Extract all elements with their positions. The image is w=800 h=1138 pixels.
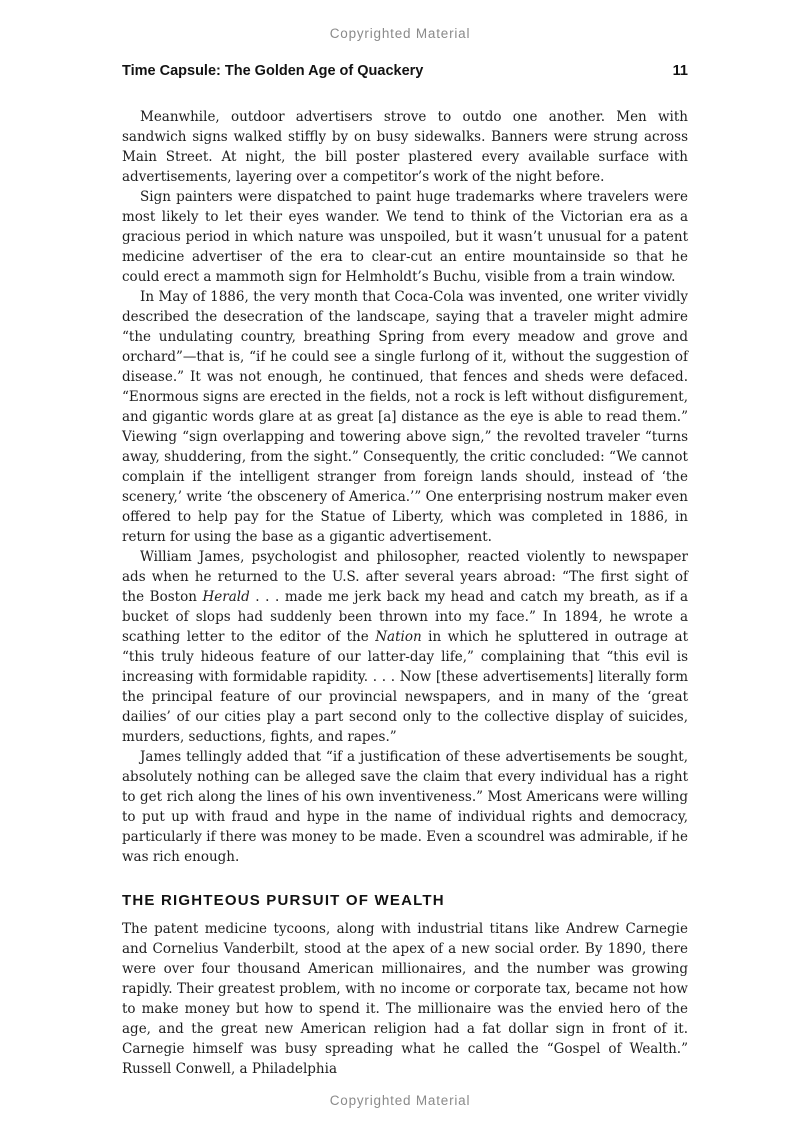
- text-run: The patent medicine tycoons, along with industrial titans like Andrew Carnegie and Cornelius Vanderbilt, stood at the apex of a new social order. By 1890, there were over four thousand American millionaires, and the number was growing rapidly. Their greatest problem, with no income or corporate tax, became not how to make money but how to spend it. The millionaire was the envied hero of the age, and the great new American religion had a fat dollar sign in front of it. Carnegie himself was busy spreading what he called the “Gospel of Wealth.” Russell Conwell, a Philadelphia: [122, 921, 688, 1077]
- text-run: Meanwhile, outdoor advertisers strove to outdo one another. Men with sandwich signs walked stiffly by on busy sidewalks. Banners were strung across Main Street. At night, the bill poster plastered every available surface with advertisements, layering over a competitor’s work of the night before.: [122, 109, 688, 185]
- text-run: . . . made me jerk back my head and catch my breath, as if a bucket of slops had suddenly been thrown into my face.” In 1894, he wrote a scathing letter to the editor of the: [122, 589, 688, 645]
- paragraph: [122, 107, 688, 187]
- paragraph: [122, 287, 688, 547]
- copyright-watermark-top: Copyrighted Material: [329, 26, 471, 41]
- italic-text-run: Nation: [375, 629, 422, 645]
- text-run: In May of 1886, the very month that Coca-Cola was invented, one writer vividly described the desecration of the landscape, saying that a traveler might admire “the undulating country, breathing Spring from every meadow and grove and orchard”—that is, “if he could see a single furlong of it, without the suggestion of disease.” It was not enough, he continued, that fences and sheds were defaced. “Enormous signs are erected in the fields, not a rock is left without disfigurement, and gigantic words glare at as great [a] distance as the eye is able to read them.” Viewing “sign overlapping and towering above sign,” the revolted traveler “turns away, shuddering, from the sight.” Consequently, the critic concluded: “We cannot complain if the intelligent stranger from foreign lands should, instead of ‘the scenery,’ write ‘the obscenery of America.’” One enterprising nostrum maker even offered to help pay for the Statue of Liberty, which was completed in 1886, in return for using the base as a gigantic advertisement.: [122, 289, 688, 545]
- text-run: Sign painters were dispatched to paint huge trademarks where travelers were most likely to let their eyes wander. We tend to think of the Victorian era as a gracious period in which nature was unspoiled, but it wasn’t unusual for a patent medicine advertiser of the era to clear-cut an entire mountainside so that he could erect a mammoth sign for Helmholdt’s Buchu, visible from a train window.: [122, 189, 688, 285]
- page-number: 11: [672, 63, 688, 79]
- paragraph: [122, 747, 688, 867]
- text-run: William James, psychologist and philosopher, reacted violently to newspaper ads when he returned to the U.S. after several years abroad: “The first sight of the Boston: [122, 549, 688, 605]
- running-header: [122, 63, 688, 79]
- text-run: James tellingly added that “if a justification of these advertisements be sought, absolutely nothing can be alleged save the claim that every individual has a right to get rich along the lines of his own inventiveness.” Most Americans were willing to put up with fraud and hype in the name of individual rights and democracy, particularly if there was money to be made. Even a scoundrel was admirable, if he was rich enough.: [122, 749, 688, 865]
- paragraph: [122, 547, 688, 747]
- text-run: in which he spluttered in outrage at “this truly hideous feature of our latter-day life,” complaining that “this evil is increasing with formidable rapidity. . . . Now [these advertisements] literally form the principal feature of our provincial newspapers, and in many of the ‘great dailies’ of our cities play a part second only to the collective display of suicides, murders, seductions, fights, and rapes.”: [122, 629, 688, 745]
- running-header-title: Time Capsule: The Golden Age of Quackery: [122, 63, 424, 79]
- section-heading: THE RIGHTEOUS PURSUIT OF WEALTH: [122, 892, 445, 909]
- page-body: [122, 107, 688, 1079]
- copyright-watermark-bottom: Copyrighted Material: [329, 1093, 471, 1108]
- paragraph: [122, 919, 688, 1079]
- paragraph: [122, 187, 688, 287]
- italic-text-run: Herald: [202, 589, 250, 605]
